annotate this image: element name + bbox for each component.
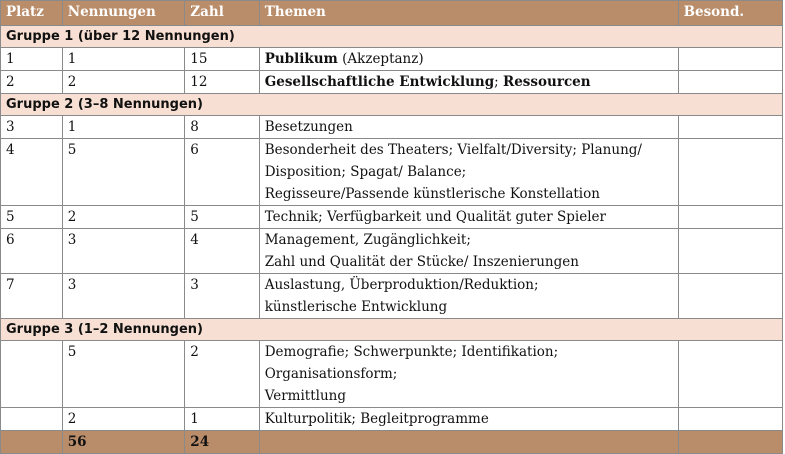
cell-nennungen: 3 (62, 229, 185, 274)
themen-line: Zahl und Qualität der Stücke/ Inszenierungen (264, 254, 579, 270)
cell-themen (259, 71, 678, 94)
cell-zahl: 3 (185, 274, 259, 319)
table-row (1, 139, 783, 206)
cell-besond (678, 274, 782, 319)
themen-text: (Akzeptanz) (337, 51, 424, 67)
table-row (1, 71, 783, 94)
group-title: Gruppe 3 (1–2 Nennungen) (1, 319, 783, 341)
themen-line: Besonderheit des Theaters; Vielfalt/Diversity; Planung/ (264, 142, 642, 158)
themen-line: Technik; Verfügbarkeit und Qualität guter Spieler (264, 209, 606, 225)
cell-platz: 1 (1, 48, 63, 71)
cell-zahl: 1 (185, 408, 259, 431)
total-besond (678, 431, 782, 454)
cell-nennungen: 3 (62, 274, 185, 319)
group-title: Gruppe 2 (3–8 Nennungen) (1, 94, 783, 116)
cell-themen (259, 341, 678, 408)
themen-bold-text: Gesellschaftliche Entwicklung (264, 74, 495, 90)
cell-besond (678, 139, 782, 206)
table-row (1, 48, 783, 71)
cell-themen (259, 274, 678, 319)
cell-zahl: 8 (185, 116, 259, 139)
header-row (1, 1, 783, 26)
themen-line: Management, Zugänglichkeit; (264, 232, 471, 248)
cell-platz (1, 341, 63, 408)
cell-besond (678, 48, 782, 71)
cell-nennungen: 5 (62, 341, 185, 408)
cell-besond (678, 408, 782, 431)
cell-themen (259, 139, 678, 206)
themen-line: künstlerische Entwicklung (264, 299, 448, 315)
cell-nennungen: 1 (62, 116, 185, 139)
total-zahl: 24 (185, 431, 259, 454)
header-nennungen: Nennungen (62, 1, 185, 26)
cell-platz: 5 (1, 206, 63, 229)
cell-themen (259, 48, 678, 71)
cell-platz: 4 (1, 139, 63, 206)
group-title: Gruppe 1 (über 12 Nennungen) (1, 26, 783, 48)
table-row (1, 116, 783, 139)
themen-line: Besetzungen (264, 119, 353, 135)
table-row (1, 274, 783, 319)
cell-nennungen: 1 (62, 48, 185, 71)
table-row (1, 341, 783, 408)
themen-line: Vermittlung (264, 388, 346, 404)
group-heading (1, 319, 783, 341)
group-heading (1, 26, 783, 48)
cell-zahl: 6 (185, 139, 259, 206)
themen-line: Disposition; Spagat/ Balance; (264, 164, 467, 180)
themen-line: Auslastung, Überproduktion/Reduktion; (264, 277, 539, 293)
table-row (1, 206, 783, 229)
cell-nennungen: 2 (62, 408, 185, 431)
cell-besond (678, 206, 782, 229)
cell-besond (678, 71, 782, 94)
cell-platz: 7 (1, 274, 63, 319)
cell-platz: 3 (1, 116, 63, 139)
table-row (1, 229, 783, 274)
total-platz (1, 431, 63, 454)
cell-nennungen: 2 (62, 71, 185, 94)
table-row (1, 408, 783, 431)
themen-bold-text: Publikum (264, 51, 338, 67)
themen-line: Demografie; Schwerpunkte; Identifikation; Organisationsform; (264, 344, 559, 382)
cell-themen (259, 206, 678, 229)
total-row (1, 431, 783, 454)
total-nennungen: 56 (62, 431, 185, 454)
header-zahl: Zahl (185, 1, 259, 26)
cell-themen (259, 116, 678, 139)
cell-themen (259, 408, 678, 431)
cell-themen (259, 229, 678, 274)
cell-besond (678, 116, 782, 139)
cell-zahl: 15 (185, 48, 259, 71)
cell-platz: 6 (1, 229, 63, 274)
cell-zahl: 4 (185, 229, 259, 274)
group-heading (1, 94, 783, 116)
themen-line: Kulturpolitik; Begleitprogramme (264, 411, 489, 427)
cell-besond (678, 229, 782, 274)
themen-line: Regisseure/Passende künstlerische Konstellation (264, 186, 600, 202)
header-platz: Platz (1, 1, 63, 26)
cell-zahl: 2 (185, 341, 259, 408)
cell-platz (1, 408, 63, 431)
cell-zahl: 12 (185, 71, 259, 94)
cell-platz: 2 (1, 71, 63, 94)
cell-zahl: 5 (185, 206, 259, 229)
header-besond: Besond. (678, 1, 782, 26)
header-themen: Themen (259, 1, 678, 26)
cell-besond (678, 341, 782, 408)
themen-text: ; (494, 74, 503, 90)
cell-nennungen: 2 (62, 206, 185, 229)
total-themen (259, 431, 678, 454)
themen-bold-text: Ressourcen (503, 74, 591, 90)
cell-nennungen: 5 (62, 139, 185, 206)
